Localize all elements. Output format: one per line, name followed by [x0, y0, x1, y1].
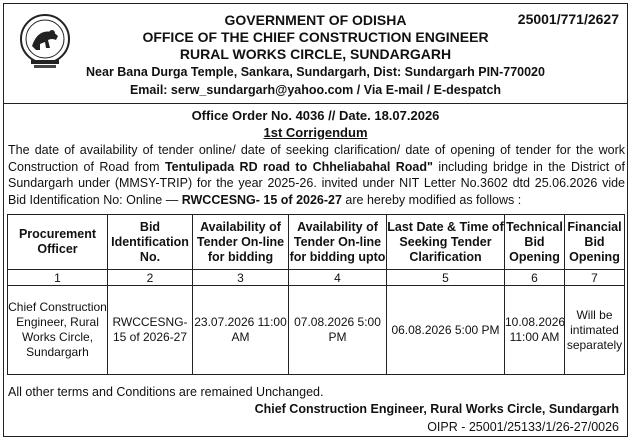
govt-title: GOVERNMENT OF ODISHA	[224, 12, 407, 28]
header-availability-upto: Availability of Tender On-line for bidding upto	[289, 215, 387, 270]
road-name: Tentulipada RD road to Chheliabahal Road"	[164, 159, 433, 174]
office-address: Near Bana Durga Temple, Sankara, Sundargarh, Dist: Sundargarh PIN-770020	[86, 65, 545, 79]
notice-header	[4, 4, 627, 140]
corrigendum-label: 1st Corrigendum	[263, 125, 368, 140]
cell-clarification: 06.08.2026 5:00 PM	[387, 286, 505, 375]
cell-avail-upto: 07.08.2026 5:00 PM	[289, 286, 387, 375]
cell-bid-id: RWCCESNG-15 of 2026-27	[108, 286, 193, 375]
cell-technical-opening: 10.08.2026 11:00 AM	[505, 286, 565, 375]
col-number: 6	[505, 270, 565, 286]
cell-financial-opening: Will be intimated separately	[565, 286, 625, 375]
header-technical-opening: Technical Bid Opening	[505, 215, 565, 270]
header-clarification: Last Date & Time of Seeking Tender Clarification	[387, 215, 505, 270]
bid-identification-bold: RWCCESNG- 15 of 2026-27	[181, 192, 342, 207]
table-header-row	[8, 215, 625, 270]
terms-note: All other terms and Conditions are remained Unchanged.	[8, 385, 324, 399]
circle-title: RURAL WORKS CIRCLE, SUNDARGARH	[179, 46, 452, 62]
header-availability-from: Availability of Tender On-line for bidding	[193, 215, 289, 270]
table-row	[8, 286, 625, 375]
signatory: Chief Construction Engineer, Rural Works Circle, Sundargarh	[254, 402, 619, 416]
body-part-1: The date of availability of tender online/ date of seeking clarification/ date of opening of tender for the work Construction of Road from	[8, 143, 625, 174]
body-part-3: are hereby modified as follows :	[341, 192, 522, 207]
notice-body	[8, 142, 625, 208]
oipr-number: OIPR - 25001/25133/1/26-27/0026	[427, 420, 619, 434]
body-part-2: including bridge in the District of Sundargarh under (MMSY-TRIP) for the year 2025-26. invited under NIT Letter No.3602 dtd 25.06.2026 vide Bid Identification No: Online —	[8, 159, 625, 207]
col-number: 1	[8, 270, 108, 286]
office-title: OFFICE OF THE CHIEF CONSTRUCTION ENGINEER	[142, 29, 489, 45]
header-divider	[4, 103, 627, 104]
header-procurement-officer: Procurement Officer	[8, 215, 108, 270]
table-number-row	[8, 270, 625, 286]
header-bid-identification: Bid Identification No.	[108, 215, 193, 270]
cell-officer: Chief Construction Engineer, Rural Works Circle, Sundargarh	[8, 286, 108, 375]
col-number: 5	[387, 270, 505, 286]
office-email: Email: serw_sundargarh@yahoo.com / Via E-mail / E-despatch	[129, 83, 502, 97]
office-order-title: Office Order No. 4036 // Date. 18.07.2026	[191, 108, 440, 123]
col-number: 7	[565, 270, 625, 286]
tender-schedule-table	[7, 214, 625, 375]
col-number: 2	[108, 270, 193, 286]
notice-page	[3, 3, 628, 437]
col-number: 3	[193, 270, 289, 286]
reference-number: 25001/771/2627	[517, 11, 619, 27]
header-financial-opening: Financial Bid Opening	[565, 215, 625, 270]
corrigendum-title	[4, 125, 627, 140]
cell-avail-from: 23.07.2026 11:00 AM	[193, 286, 289, 375]
col-number: 4	[289, 270, 387, 286]
